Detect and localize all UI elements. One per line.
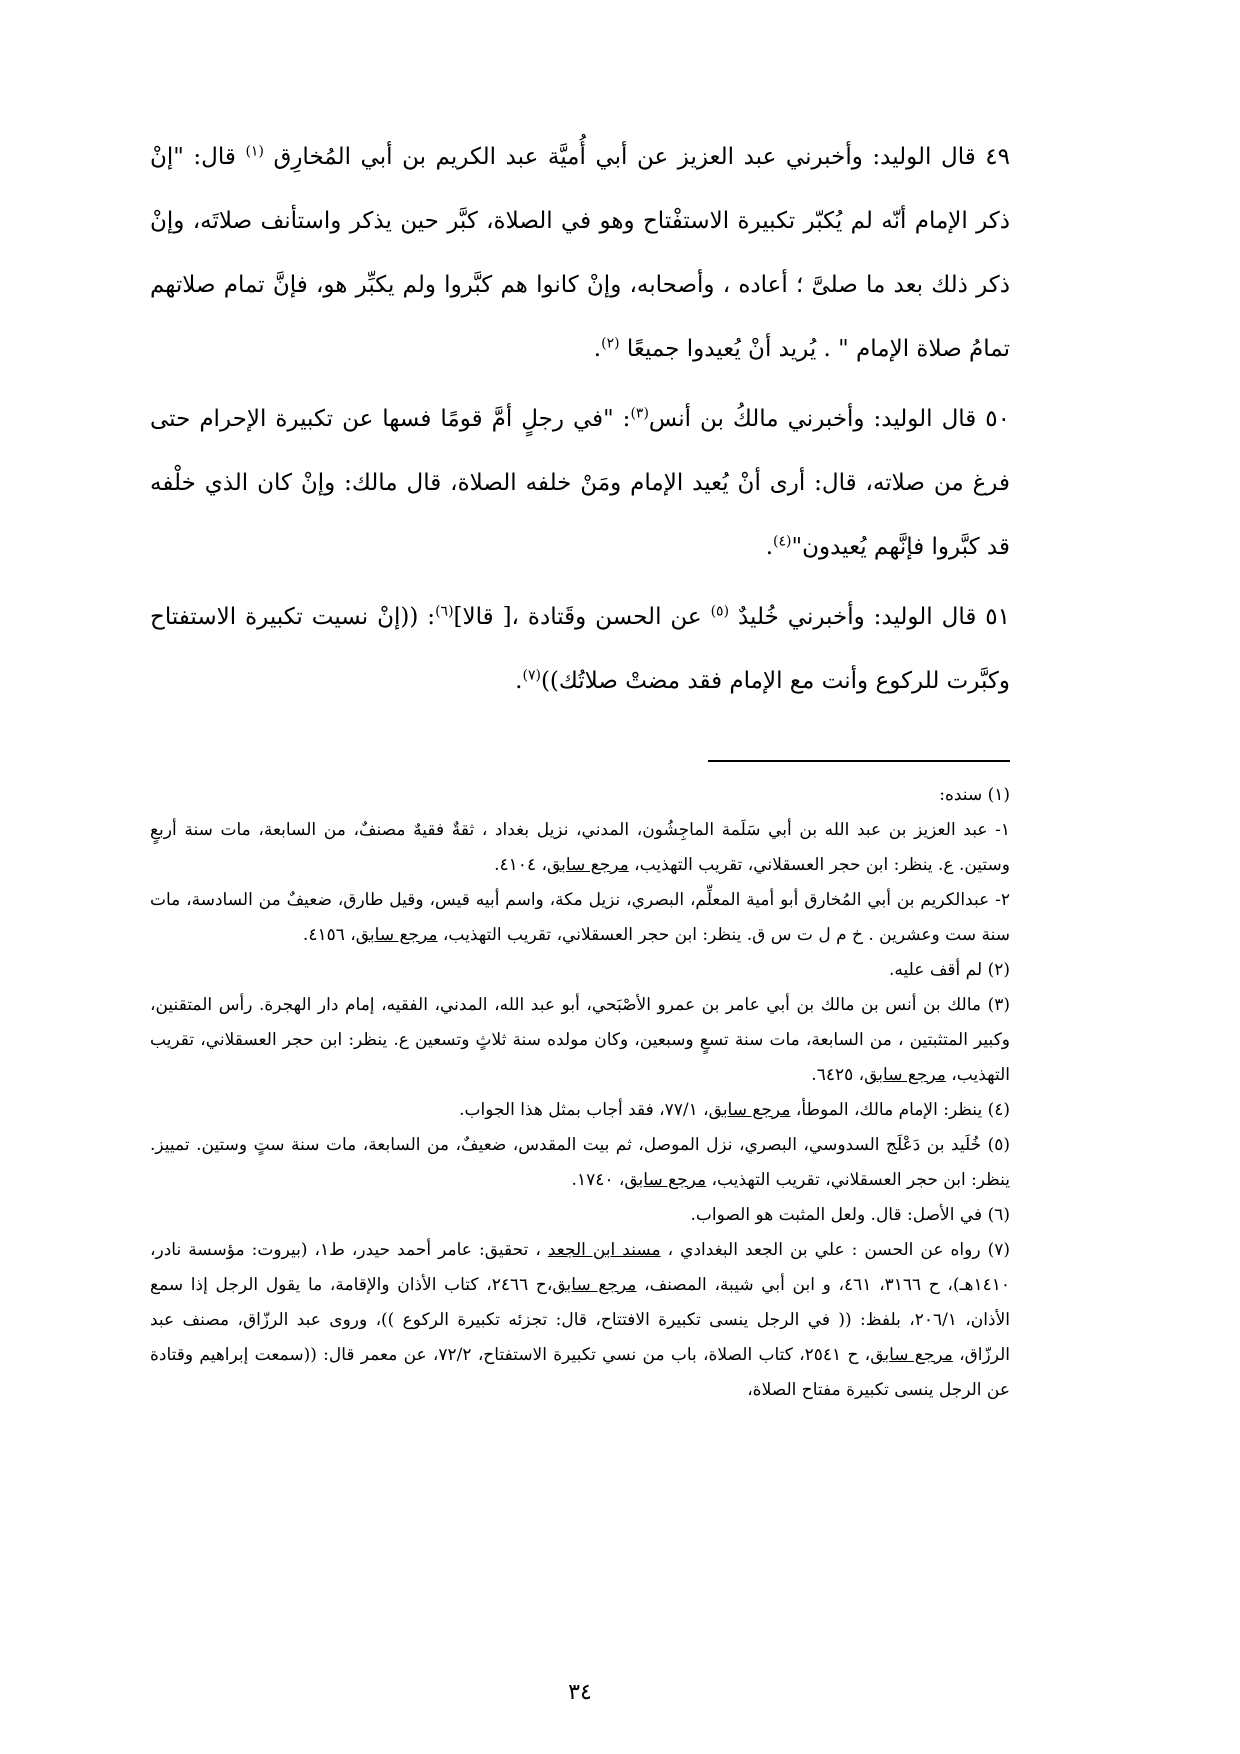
paragraph-50 [150, 387, 1010, 579]
footnote-ref-1: (١) [245, 143, 264, 160]
fn-text: ، ح ٢٥٤١، كتاب الصلاة، باب من نسي تكبيرة الاستفتاح، ٧٢/٢، عن معمر قال: ((سمعت إبراهيم وقتادة عن الرجل ينسى تكبيرة مفتاح الصلاة، [150, 1345, 1010, 1400]
reference-link: مرجع سابق [552, 1275, 637, 1295]
reference-link: مرجع سابق [624, 1170, 707, 1190]
footnote-ref-7: (٧) [522, 667, 541, 684]
p50-text-a: ٥٠ قال الوليد: وأخبرني مالكُ بن أنس [648, 406, 1010, 432]
footnote-1-heading: (١) سنده: [939, 785, 1010, 805]
reference-link: مرجع سابق [870, 1345, 953, 1365]
fn-text: (٧) رواه عن الحسن : علي بن الجعد البغدادي ، [660, 1240, 1010, 1260]
p49-text-a: ٤٩ قال الوليد: وأخبرني عبد العزيز عن أبي أُميَّة عبد الكريم بن أبي المُخارِق [263, 144, 1010, 170]
footnote-ref-2: (٢) [601, 335, 620, 352]
p51-text-a: ٥١ قال الوليد: وأخبرني خُليدٌ [729, 604, 1010, 630]
paragraph-51 [150, 585, 1010, 713]
footnote-ref-4: (٤) [773, 533, 792, 550]
footnote-5 [150, 1128, 1010, 1198]
reference-link: مسند ابن الجعد [547, 1240, 661, 1260]
reference-link: مرجع سابق [355, 925, 438, 945]
footnote-2: (٢) لم أقف عليه. [889, 960, 1010, 980]
fn-text: ،ح ٢٤٦٦، كتاب الأذان والإقامة، ما يقول الرجل إذا سمع الأذان، ٢٠٦/١، بلفظ: (( في الرجل ينسى تكبيرة الافتتاح، قال: تجزئه تكبيرة الركوع ))، وروى عبد الرزّاق، مصنف عبد الرزّاق، [150, 1275, 1011, 1365]
footnote-1-item-1 [150, 813, 1010, 883]
footnote-ref-6: (٦) [435, 603, 454, 620]
fn-text: ، ١٧٤٠. [571, 1170, 625, 1190]
paragraph-49 [150, 125, 1010, 381]
p51-text-c: : ((إنْ نسيت تكبيرة الاستفتاح وكبَّرت للركوع وأنت مع الإمام فقد مضتْ صلاتُك)) [150, 604, 1010, 694]
p50-text-b: : "في رجلٍ أمَّ قومًا فسها عن تكبيرة الإحرام حتى فرغ من صلاته، قال: أرى أنْ يُعيد الإمام ومَنْ خلفه الصلاة، قال مالك: وإنْ كان الذي خلْفه قد كبَّروا فإنَّهم يُعيدون" [150, 406, 1010, 560]
fn-text: (٥) خُلَيد بن دَعْلَج السدوسي، البصري، نزل الموصل، ثم بيت المقدس، ضعيفٌ، من السابعة، مات سنة ستٍ وستين. تمييز. ينظر: ابن حجر العسقلاني، تقريب التهذيب، [150, 1135, 1010, 1190]
footnote-ref-3: (٣) [630, 405, 649, 422]
reference-link: مرجع سابق [708, 1100, 791, 1120]
document-page [150, 0, 1010, 1754]
p49-text-c: . [593, 336, 602, 362]
fn-text: ، ٤١٥٦. [302, 925, 356, 945]
footnote-1-item-2 [150, 883, 1010, 953]
fn-text: ، ٦٤٢٥. [811, 1065, 865, 1085]
page-number: ٣٤ [568, 1680, 592, 1705]
footnote-ref-5: (٥) [710, 603, 730, 620]
footnote-3 [150, 988, 1010, 1093]
fn-text: (٤) ينظر: الإمام مالك، الموطأ، [790, 1100, 1010, 1120]
fn-text: (٣) مالك بن أنس بن مالك بن أبي عامر بن عمرو الأصْبَحي، أبو عبد الله، المدني، الفقيه، إمام دار الهجرة. رأس المتقنين، وكبير المتثبتين ، من السابعة، مات سنة تسعٍ وسبعين، وكان مولده سنة ثلاثٍ وتسعين ع. ينظر: ابن حجر العسقلاني، تقريب التهذيب، [150, 995, 1010, 1085]
main-text [150, 125, 1010, 719]
footnote-4 [150, 1093, 1010, 1128]
footnotes [150, 778, 1010, 1408]
fn-text: ٢- عبدالكريم بن أبي المُخارق أبو أمية المعلِّم، البصري، نزيل مكة، واسم أبيه قيس، وقيل طارق، ضعيفٌ من السادسة، مات سنة ست وعشرين . خ م ل ت س ق. ينظر: ابن حجر العسقلاني، تقريب التهذيب، [150, 890, 1010, 945]
p51-text-b: عن الحسن وقَتادة ،[ قالا] [453, 604, 711, 630]
p51-text-d: . [515, 668, 523, 694]
footnote-6: (٦) في الأصل: قال. ولعل المثبت هو الصواب. [690, 1205, 1010, 1225]
p49-text-b: قال: "إنْ ذكر الإمام أنّه لم يُكبّر تكبيرة الاستفْتاح وهو في الصلاة، كبَّر حين يذكر واستأنف صلاتَه، وإنْ ذكر ذلك بعد ما صلىَّ ؛ أعاده ، وأصحابه، وإنْ كانوا هم كبَّروا ولم يكبِّر هو، فإنَّ تمام صلاتهم تمامُ صلاة الإمام " . يُريد أنْ يُعيدوا جميعًا [150, 144, 1010, 362]
p50-text-c: . [765, 534, 774, 560]
fn-text: ، ٧٧/١، فقد أجاب بمثل هذا الجواب. [459, 1100, 709, 1120]
footnote-separator [708, 760, 1010, 762]
fn-text: ، تحقيق: عامر أحمد حيدر، ط١، (بيروت: مؤسسة نادر، ١٤١٠هـ)، ح ٣١٦٦، ٤٦١، و ابن أبي شيبة، المصنف، [150, 1240, 1011, 1295]
fn-text: ، ٤١٠٤. [494, 855, 547, 875]
footnote-7 [150, 1233, 1010, 1408]
reference-link: مرجع سابق [546, 855, 629, 875]
fn-text: ١- عبد العزيز بن عبد الله بن أبي سَلَمة الماجِشُون، المدني، نزيل بغداد ، ثقةٌ فقيهٌ مصنفٌ، من السابعة، مات سنة أربعٍ وستين. ع. ينظر: ابن حجر العسقلاني، تقريب التهذيب، [150, 820, 1010, 875]
reference-link: مرجع سابق [864, 1065, 946, 1085]
